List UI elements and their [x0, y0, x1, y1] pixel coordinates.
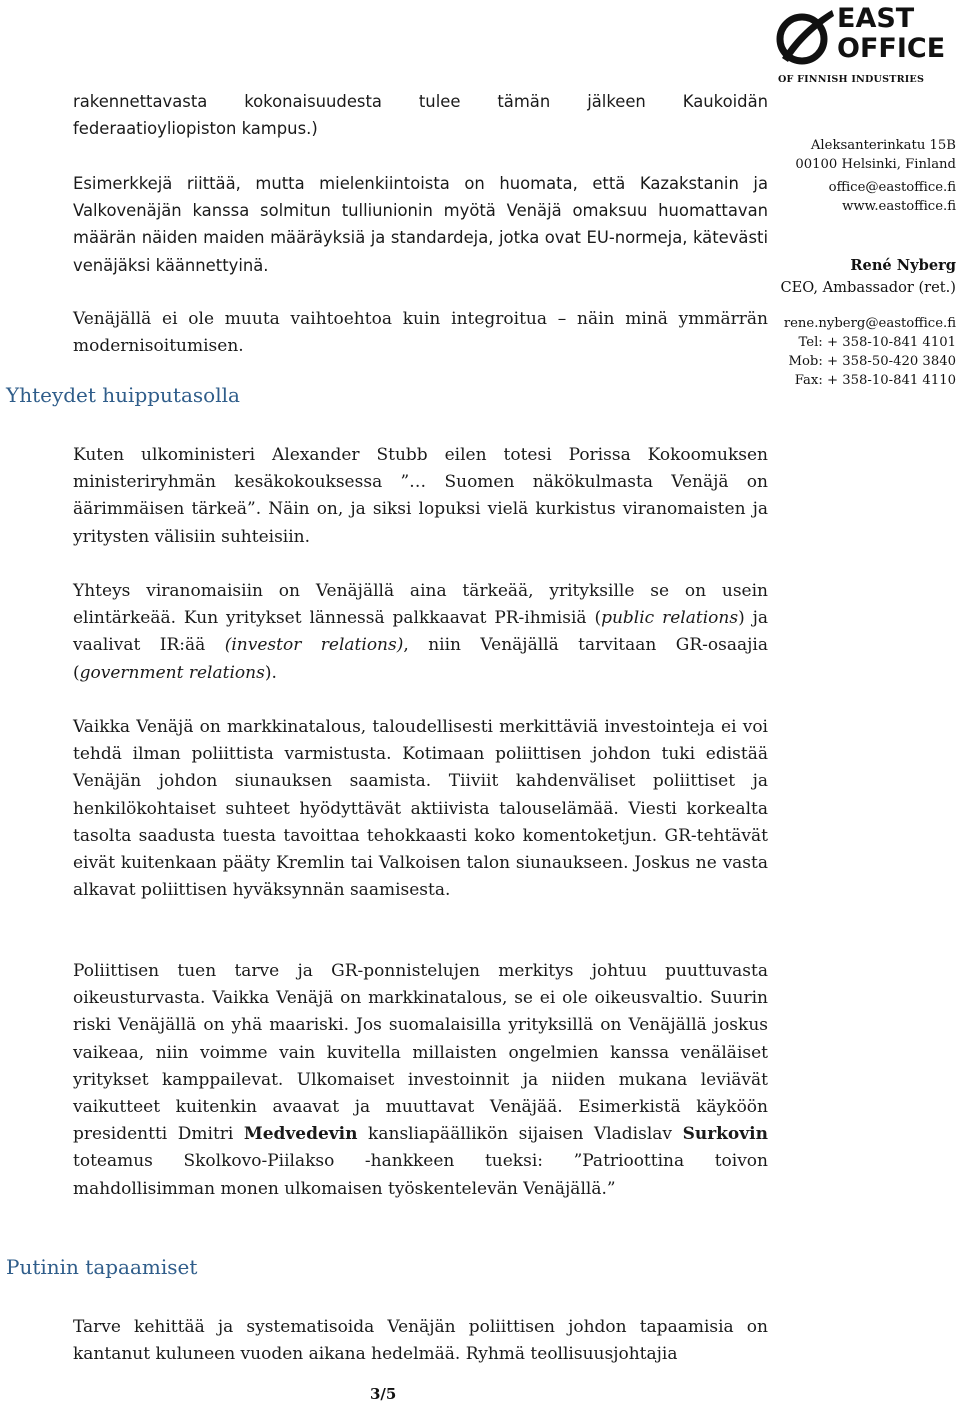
address-block	[795, 136, 956, 174]
page-number: 3/5	[370, 1385, 397, 1403]
paragraph-4-text: Kuten ulkoministeri Alexander Stubb eilen totesi Porissa Kokoomuksen ministeriryhmän kesäkokouksessa ”… Suomen näkökulmasta Venäjä on äärimmäisen tärkeä”. Näin on, ja siksi lopuksi vielä kurkistus viranomaisten ja yritysten välisiin suhteisiin.	[73, 445, 768, 547]
paragraph-1	[73, 88, 768, 142]
section-heading-putinin: Putinin tapaamiset	[6, 1255, 198, 1279]
person-block	[780, 255, 956, 299]
paragraph-5	[73, 578, 768, 687]
paragraph-7	[73, 958, 768, 1203]
website-link[interactable]: www.eastoffice.fi	[842, 199, 956, 214]
paragraph-5-text	[73, 578, 768, 687]
paragraph-7-text	[73, 958, 768, 1203]
paragraph-4	[73, 442, 768, 551]
p7-part-b: kansliapäällikön sijaisen Vladislav	[357, 1124, 683, 1145]
logo-word-office: OFFICE	[837, 33, 946, 64]
paragraph-8	[73, 1314, 768, 1368]
tel-number: + 358-10-841 4101	[826, 335, 956, 350]
p7-part-a: Poliittisen tuen tarve ja GR-ponnistelujen merkitys johtuu puuttuvasta oikeusturvasta. Vaikka Venäjä on markkinatalous, se ei ole oikeusvaltio. Suurin riski Venäjällä on yhä maariski. Jos suomalaisilla yrityksillä on Venäjällä joskus vaikeaa, niin voimme vain kuvitella millaisten ongelmien kanssa venäläiset yritykset kamppailevat. Ulkomaiset investoinnit ja niiden mukana leviävät vaikutteet kuitenkin avaavat ja muuttavat Venäjää. Esimerkistä käyköön presidentti Dmitri	[73, 961, 768, 1145]
person-email-link[interactable]: rene.nyberg@eastoffice.fi	[783, 316, 956, 331]
mob-number: + 358-50-420 3840	[826, 354, 956, 369]
tel-label: Tel:	[798, 335, 823, 350]
person-name: René Nyberg	[850, 257, 956, 274]
address-street: Aleksanterinkatu 15B	[810, 138, 956, 153]
person-title: CEO, Ambassador (ret.)	[780, 279, 956, 296]
paragraph-8-text: Tarve kehittää ja systematisoida Venäjän poliittisen johdon tapaamisia on kantanut kuluneen vuoden aikana hedelmää. Ryhmä teollisuusjohtajia	[73, 1317, 768, 1365]
east-office-logo	[776, 4, 960, 90]
address-city: 00100 Helsinki, Finland	[795, 157, 956, 172]
fax-number: + 358-10-841 4110	[826, 373, 956, 388]
office-email-link[interactable]: office@eastoffice.fi	[828, 180, 956, 195]
p5-italic-investor-relations: (investor relations)	[224, 635, 404, 656]
p5-part-b: ) ja vaalivat IR:ää	[73, 608, 769, 656]
paragraph-3-text: Venäjällä ei ole muuta vaihtoehtoa kuin integroitua – näin minä ymmärrän modernisoitumisen.	[73, 309, 768, 357]
person-contact	[784, 314, 956, 390]
paragraph-2	[73, 170, 768, 279]
p5-part-c: , niin Venäjällä tarvitaan GR-osaajia (	[73, 635, 768, 683]
p7-bold-surkovin: Surkovin	[682, 1124, 768, 1145]
p5-part-d: ).	[264, 662, 277, 683]
paragraph-6	[73, 714, 768, 904]
logo-word-east: EAST	[837, 3, 915, 34]
p5-italic-government-relations: government relations	[79, 662, 265, 683]
fax-label: Fax:	[794, 373, 823, 388]
tel-row	[784, 333, 956, 352]
paragraph-6-text: Vaikka Venäjä on markkinatalous, taloudellisesti merkittäviä investointeja ei voi tehdä ilman poliittista varmistusta. Kotimaan poliittisen johdon tuki edistää Venäjän johdon siunauksen saamista. Tiiviit kahdenväliset poliittiset ja henkilökohtaiset suhteet hyödyttävät aktiivista talouselämää. Viesti korkealta tasolta saadusta tuesta tavoittaa tehokkaasti koko komentoketjun. GR-tehtävät eivät kuitenkaan pääty Kremlin tai Valkoisen talon siunaukseen. Joskus ne vasta alkavat poliittisen hyväksynnän saamisesta.	[73, 717, 768, 901]
office-contact	[829, 178, 956, 216]
paragraph-2-text: Esimerkkejä riittää, mutta mielenkiintoista on huomata, että Kazakstanin ja Valkovenäjän kanssa solmitun tulliunionin myötä Venäjä omaksuu huomattavan määrän näiden maiden määräyksiä ja standardeja, jotka ovat EU-normeja, kätevästi venäjäksi käännettyinä.	[73, 174, 768, 275]
paragraph-3	[73, 306, 768, 360]
fax-row	[784, 371, 956, 390]
p5-part-a: Yhteys viranomaisiin on Venäjällä aina tärkeää, yrityksille se on usein elintärkeää. Kun yritykset lännessä palkkaavat PR-ihmisiä (	[73, 581, 768, 629]
section-heading-yhteydet: Yhteydet huipputasolla	[6, 383, 240, 407]
p7-part-c: toteamus Skolkovo-Piilakso -hankkeen tueksi: ”Patrioottina toivon mahdollisimman monen ulkomaisen työskentelevän Venäjällä.”	[73, 1151, 768, 1199]
mob-row	[784, 352, 956, 371]
paragraph-1-text: rakennettavasta kokonaisuudesta tulee tämän jälkeen Kaukoidän federaatioyliopiston kampus.)	[73, 92, 768, 139]
p7-bold-medvedevin: Medvedevin	[243, 1124, 358, 1145]
logo-mark-icon	[776, 6, 834, 68]
logo-tagline: OF FINNISH INDUSTRIES	[778, 74, 925, 85]
p5-italic-public-relations: public relations	[601, 608, 739, 629]
mob-label: Mob:	[788, 354, 823, 369]
